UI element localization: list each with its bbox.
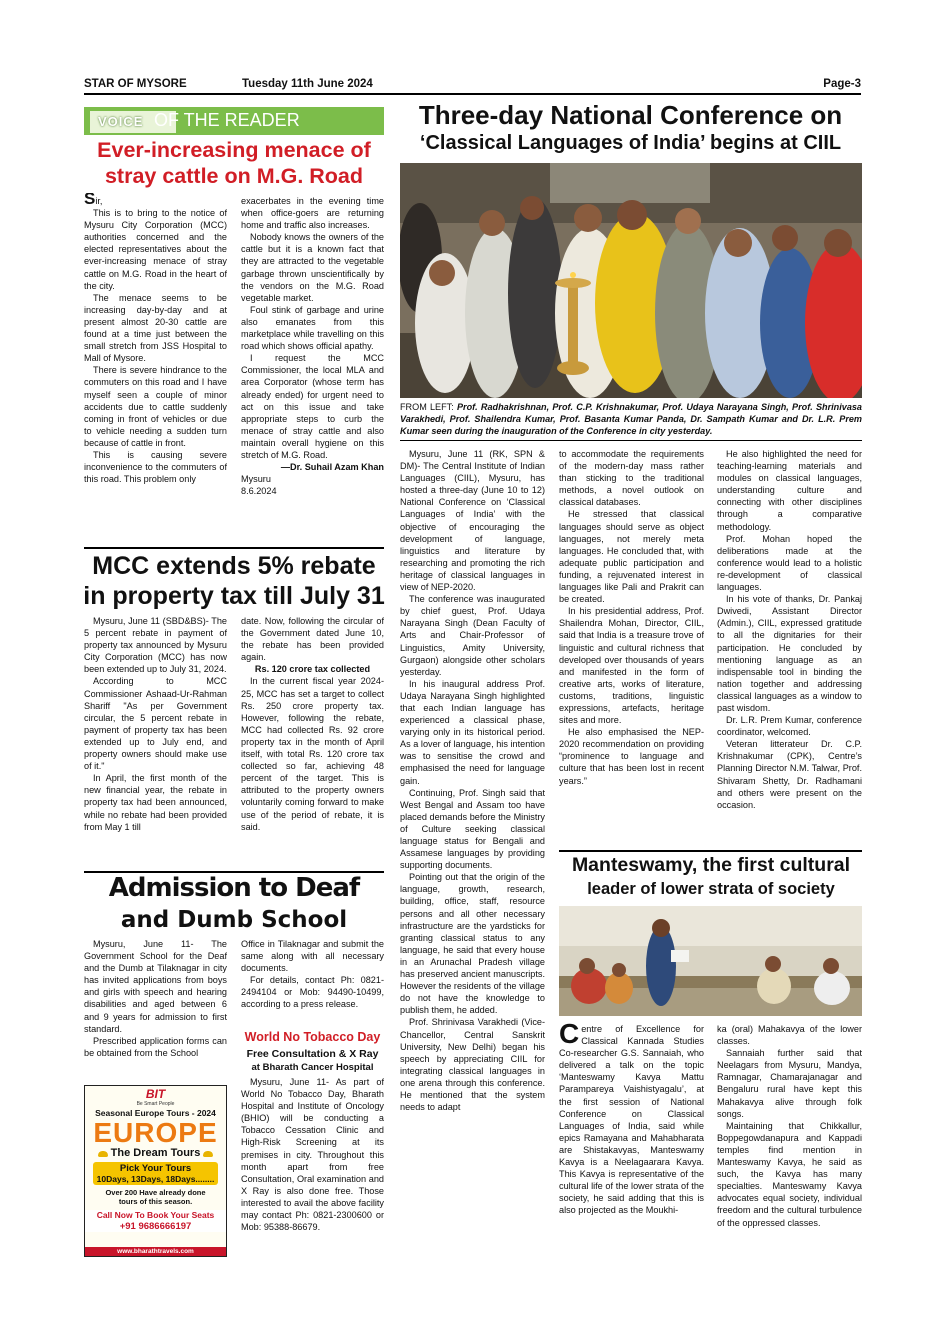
hat-icon: [203, 1151, 213, 1157]
deaf-school-headline: Admission to Deaf and Dumb School: [108, 873, 360, 933]
deaf-column-2: Office in Tilaknagar and submit the same along with all necessary documents. For details, contact Ph: 0821-2494104 or Mob: 94490-10499, according to a press release.: [241, 939, 384, 1010]
letter-signature: —Dr. Suhail Azam Khan: [280, 462, 384, 473]
manteswamy-column-2: ka (oral) Mahakavya of the lower classes. Sannaiah further said that Neelagars from Mysuru, Mandya, Ramnagar, Chamarajanagar and Bengaluru rural have kept this Mahakavya alive through folk songs. Maintaining that Chikkallur, Boppegowdanapura and Kappadi temples find mention in Manteswamy Kavya, he said as such, the Kavya has many specialties. Manteswamy Kavya advocates equal society, individual freedom and the cultural turbulence of the oppressed classes.: [717, 1024, 862, 1228]
voice-banner-label: VOICE: [98, 114, 144, 129]
conference-photo-image: [400, 163, 862, 398]
tobacco-subhead: Free Consultation & X Ray at Bharath Cancer Hospital: [246, 1048, 379, 1073]
ad-call: Call Now To Book Your Seats: [96, 1210, 215, 1220]
ad-logo: BIT: [145, 1087, 166, 1101]
seminar-photo-image: [559, 906, 862, 1016]
mcc-column-1: Mysuru, June 11 (SBD&BS)- The 5 percent rebate in payment of property tax announced by Mysuru City Corporation (MCC) has now been extended up to July 31, 2024. According to MCC Commissioner Ashaad-Ur-Rahman Shariff "As per Government circular, the 5 percent rebate in payment of property tax has been extended up to July end, and property owners should make use of it." In April, the first month of the new financial year, the rebate in property tax had been announced, while no rebate had been provided from May 1 till: [84, 616, 227, 832]
hat-icon: [98, 1151, 108, 1157]
conference-photo: [400, 163, 862, 398]
voice-salutation: Sir,: [84, 193, 103, 208]
europe-tour-ad[interactable]: BIT Be Smart People Seasonal Europe Tours - 2024 EUROPE The Dream Tours Pick Your Tours 10Days, 13Days, 18Days........ Over 200 Have already done tours of this season. Call Now To Book Your Seats +91 9686666197 www.bharathtravels.com: [84, 1085, 227, 1257]
deaf-column-1: Mysuru, June 11- The Government School for the Deaf and the Dumb at Tilaknagar in city has invited applications from boys and girls with speech and hearing disabilities and aged between 6 and 9 years for admission to first standard. Prescribed application forms can be obtained from the School: [84, 939, 227, 1058]
conference-headline: Three-day National Conference on ‘Classical Languages of India’ begins at CIIL: [418, 100, 843, 154]
conference-column-3: He also highlighted the need for teaching-learning materials and modules on classical languages, understanding culture and connecting with other disciplines through a comparative methodology. Prof. Mohan hoped the deliberations made at the conference would lead to a holistic re-development of classical languages. In his vote of thanks, Dr. Pankaj Dwivedi, Assistant Director (Admin.), CIIL, expressed gratitude to all the dignitaries for their participation. He concluded by mentioning language as an indispensable tool in binding the nation together and addressing classical languages as a window to past wisdom. Dr. L.R. Prem Kumar, conference coordinator, welcomed. Veteran litterateur Dr. C.P. Krishnakumar (CPK), Centre’s Planning Director N.M. Talwar, Prof. Shivaram Shetty, Dr. Radhamani and others were present on the occasion.: [717, 449, 862, 810]
ad-phone[interactable]: +91 9686666197: [119, 1221, 192, 1232]
page-number: Page-3: [823, 78, 861, 90]
divider: [84, 547, 384, 549]
voice-banner: [84, 107, 384, 135]
conference-column-1: Mysuru, June 11 (RK, SPN & DM)- The Central Institute of Indian Languages (CIIL), Mysuru, has hosted a three-day (June 10 to 12) National Conference on ‘Classical Languages of India’ with the objective of encouraging the development of language, linguistics and literature by researching and promoting the rich heritage of classical languages in view of NEP-2020. The conference was inaugurated by chief guest, Prof. Udaya Narayana Singh (Dean Faculty of Arts and Chair-Professor of Linguistics, Amity University, Gurgaon) alongside other scholars yesterday. In his inaugural address Prof. Udaya Narayana Singh highlighted that each Indian language has experienced a classical phase, varying only in its historical period. As a lover of language, his intention was to sensitise the crowd and emphasised the need for language gain. Continuing, Prof. Singh said that West Bengal and Assam too have placed demands before the Ministry of Culture seeking classical language status for Bengali and Assamese languages by providing supporting documents. Pointing out that the origin of the language, growth, research, building, office, staff, resource persons and all other necessary infrastructure are the yardsticks for granting classical status to any language, he said that every house in an Arunachal Pradesh village has preserved ancient manuscripts. However the residents of the village do not have the knowledge to publish them, he added. Prof. Shrinivasa Varakhedi (Vice-Chancellor, Central Sanskrit University, New Delhi) began his speech by appreciating CIIL for integrating classical languages in one arena through this conference. He mentioned that the system needs to adapt: [400, 449, 545, 1113]
mcc-headline: MCC extends 5% rebate in property tax till July 31: [83, 552, 385, 610]
voice-headline: Ever-increasing menace of stray cattle on M.G. Road: [97, 138, 371, 188]
ad-website[interactable]: www.bharathtravels.com: [85, 1247, 226, 1256]
manteswamy-headline: Manteswamy, the first cultural leader of lower strata of society: [571, 854, 851, 898]
reader-banner-label: OF THE READER: [154, 110, 300, 130]
issue-date: Tuesday 11th June 2024: [242, 78, 373, 90]
drop-cap: C: [559, 1023, 580, 1049]
voice-column-2: exacerbates in the evening time when office-goers are returning home and traffic also increases. Nobody knows the owners of the cattle but it is a known fact that they are attracted to the vegetable garbage thrown unscientifically by the vendors on the M.G. Road vegetable market. Foul stink of garbage and urine also emanates from this marketplace while travelling on this road which shows official apathy. I request the MCC Commissioner, the local MLA and area Corporator (whose term has already ended) for urgent need to act on this issue and take appropriate steps to curb the menace of stray cattle and also maintain overall hygiene on this stretch of M.G. Road. —Dr. Suhail Azam Khan Mysuru 8.6.2024: [241, 196, 384, 497]
ad-europe: EUROPE: [93, 1117, 218, 1148]
manteswamy-column-1: Centre of Excellence for Classical Kannada Studies Co-researcher G.S. Sannaiah, who delivered a talk on the topic ‘Manteswamy Kavya Mattu Parampareya Vaishistyagalu’, at the first session of National Conference on Classical Languages of India, said while epics Ramayana and Mahabharata are Shistakavyas, Manteswamy Kavya is a Neelagaarara Kavya. This Kavya is representative of the cultural life of the lower strata of the society, he said adding that this is also projected as the Moukhi-: [559, 1023, 704, 1216]
page-header: [84, 77, 861, 95]
mcc-subhead: Rs. 120 crore tax collected: [254, 664, 371, 675]
divider: [559, 850, 862, 852]
manteswamy-photo: [559, 906, 862, 1016]
conference-column-2: to accommodate the requirements of the modern-day mass rather than sticking to the traditional methods, a novel outlook on classical databases. He stressed that classical languages should serve as object languages, not merely meta languages. He concluded that, with adequate public participation and funding, a rejuvenated interest in languages like Pali and Prakrit can be created. In his presidential address, Prof. Shailendra Mohan, Director, CIIL, said that India is a treasure trove of linguistic and cultural richness that developed over thousands of years and manifested in the form of creative arts, works of literature, customs, traditions, linguistic expressions, artefacts, heritage sites and more. He also emphasised the NEP-2020 recommendation on providing “prominence to language and culture that has been lost in recent years.”: [559, 449, 704, 786]
tobacco-body: Mysuru, June 11- As part of World No Tobacco Day, Bharath Hospital and Institute of Oncology (BHIO) will be conducting a Tobacco Cessation Clinic and High-Risk Screening at its premises in city. Throughout this month apart from free Consultation, Oral examination and X Ray is also done free. Those interested to avail the above facility may contact Ph: 0821-2300600 or Mob: 95388-86679.: [241, 1077, 384, 1233]
voice-column-1: Sir, This is to bring to the notice of Mysuru City Corporation (MCC) authorities concerned and the elected representatives about the ever-increasing menace of stray cattle on M.G. Road in the heart of the city. The menace seems to be increasing day-by-day and at present almost 20-30 cattle are found at a time just between the small stretch from JSS Hospital to Mall of Mysore. There is severe hindrance to the commuters on this road and I have myself seen a couple of minor accidents due to cattle suddenly coming in front of vehicles or due to vehicle needing a sudden turn because of cattle in front. This is causing severe inconvenience to the commuters of this road. This problem only: [84, 193, 227, 485]
newspaper-name: STAR OF MYSORE: [84, 78, 187, 90]
mcc-column-2: date. Now, following the circular of the Government dated June 10, the rebate has been provided again. Rs. 120 crore tax collected In the current fiscal year 2024-25, MCC has set a target to collect Rs. 250 crore property tax. However, following the rebate, MCC had collected Rs. 92 crore property tax in the month of April itself, with total Rs. 120 crore tax collected so far, achieving 48 percent of the target. This is attributed to the property owners voluntarily coming forward to make use of the period of rebate, it is said.: [241, 616, 384, 832]
tobacco-title: World No Tobacco Day: [244, 1030, 381, 1044]
conference-photo-caption: FROM LEFT: Prof. Radhakrishnan, Prof. C.P. Krishnakumar, Prof. Udaya Narayana Singh, Prof. Shrinivasa Varakhedi, Prof. Shailendra Kumar, Prof. Basanta Kumar Panda, Dr. Sampath Kumar and Dr. L.R. Prem Kumar seen during the inauguration of the Conference in city yesterday.: [400, 401, 862, 441]
